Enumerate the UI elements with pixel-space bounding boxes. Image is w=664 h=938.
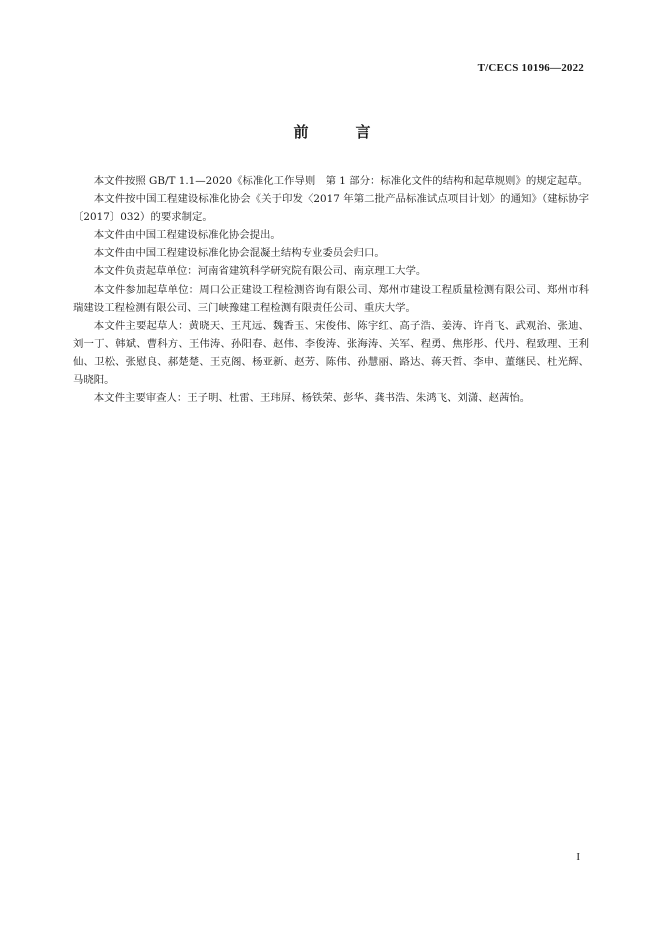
- page-title: 前 言: [293, 123, 387, 141]
- paragraph-responsible-units: 本文件负责起草单位：河南省建筑科学研究院有限公司、南京理工大学。: [93, 265, 427, 278]
- paragraph-drafting-rules: 本文件按照 GB/T 1.1—2020《标准化工作导则 第 1 部分：标准化文件的结构和起草规则》的规定起草。: [93, 175, 589, 187]
- body-text: [73, 172, 589, 407]
- paragraph-main-reviewers: 本文件主要审查人：王子明、杜雷、王玮屏、杨铁荣、彭华、龚书浩、朱鸿飞、刘潇、赵茜怡。: [93, 392, 531, 405]
- paragraph-plan-basis: 本文件按中国工程建设标准化协会《关于印发〈2017 年第二批产品标准试点项目计划〉的通知》（建标协字〔2017〕032）的要求制定。: [73, 193, 589, 224]
- standard-code: T/CECS 10196—2022: [477, 62, 584, 74]
- paragraph-proposer: 本文件由中国工程建设标准化协会提出。: [93, 229, 281, 242]
- paragraph-participating-units: 本文件参加起草单位：周口公正建设工程检测咨询有限公司、郑州市建设工程质量检测有限公司、郑州市科瑞建设工程检测有限公司、三门峡豫建工程检测有限责任公司、重庆大学。: [73, 283, 589, 314]
- paragraph-administrator: 本文件由中国工程建设标准化协会混凝土结构专业委员会归口。: [93, 247, 385, 260]
- paragraph-main-drafters: 本文件主要起草人：黄晓天、王芃远、魏香玉、宋俊伟、陈宇红、高子浩、姜涛、许肖飞、武观治、张迪、刘一丁、韩斌、曹科方、王伟涛、孙阳春、赵伟、李俊涛、张海涛、关军、程勇、焦彤彤、代丹、程致理、王利仙、卫松、张慰良、郝楚楚、王克阁、杨亚新、赵芳、陈伟、孙慧丽、路达、蒋天哲、李申、董继民、杜光辉、马晓阳。: [73, 319, 589, 387]
- page-number: I: [576, 851, 580, 863]
